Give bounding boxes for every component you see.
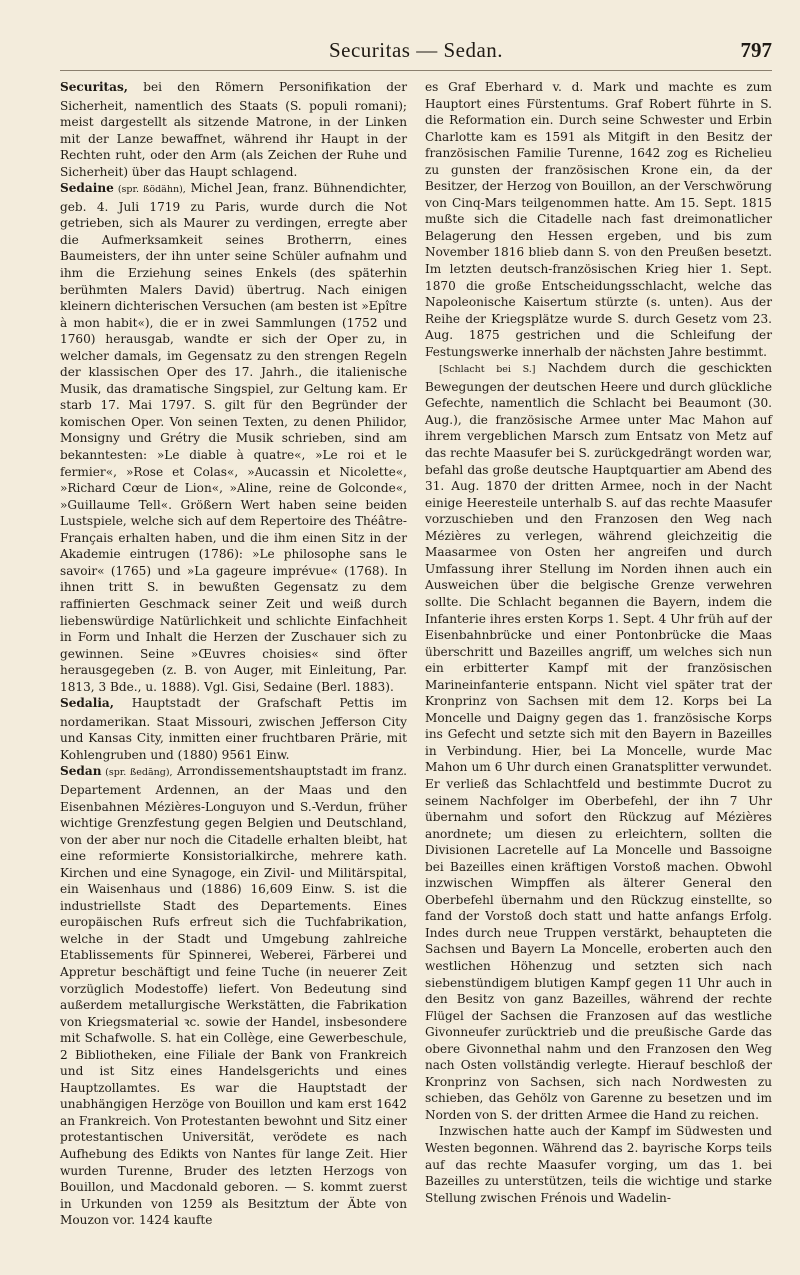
text-columns <box>60 79 772 1229</box>
entry-lemma: Sedalia, <box>60 696 114 711</box>
entry-text: Inzwischen hatte auch der Kampf im Südwesten und Westen begonnen. Während das 2. bayrische Korps teils auf das rechte Maasufer vorging, um das 1. bei Bazeilles zu unterstützen, teils die wichtige und starke Stellung zwischen Frénois und Wadelin- <box>425 1124 772 1205</box>
right-column <box>425 79 772 1229</box>
entry-text: bei den Römern Personifikation der Sicherheit, namentlich des Staats (S. populi romani); meist dargestellt als sitzende Matrone, in der Linken mit der Lanze bewaffnet, während ihr Haupt in der Rechten ruht, oder den Arm (als Zeichen der Ruhe und Sicherheit) über das Haupt schlagend. <box>60 80 407 179</box>
entry-text: Michel Jean, franz. Bühnendichter, geb. 4. Juli 1719 zu Paris, wurde durch die Not getrieben, sich als Maurer zu verdingen, erregte aber die Aufmerksamkeit seines Brotherrn, eines Baumeisters, der ihn unter seine Schüler aufnahm und ihm die Erziehung seines Enkels (des späterhin berühmten Malers David) übertrug. Nach einigen kleinern dichterischen Versuchen (am besten ist »Epître à mon habit«), die er in zwei Sammlungen (1752 und 1760) herausgab, wandte er sich der Oper zu, in welcher damals, im Gegensatz zu den strengen Regeln der klassischen Oper des 17. Jahrh., die italienische Musik, das dramatische Singspiel, zur Geltung kam. Er starb 17. Mai 1797. S. gilt für den Begründer der komischen Oper. Von seinen Texten, zu denen Philidor, Monsigny und Grétry die Musik schrieben, sind am bekanntesten: »Le diable à quatre«, »Le roi et le fermier«, »Rose et Colas«, »Aucassin et Nicolette«, »Richard Cœur de Lion«, »Aline, reine de Golconde«, »Guillaume Tell«. Größern Wert haben seine beiden Lustspiele, welche sich auf dem Repertoire des Théâtre-Français erhalten haben, und die ihm einen Sitz in der Akademie eintrugen (1786): »Le philosophe sans le savoir« (1765) und »La gageure imprévue« (1768). In ihnen tritt S. in bewußten Gegensatz zu dem raffinierten Geschmack seiner Zeit und weiß durch liebenswürdige Natürlichkeit und schlichte Einfachheit in Form und Inhalt die Herzen der Zuschauer sich zu gewinnen. Seine »Œuvres choisies« sind öfter herausgegeben (z. B. von Auger, mit Einleitung, Par. 1813, 3 Bde., u. 1888). Vgl. Gisi, Sedaine (Berl. 1883). <box>60 181 407 694</box>
entry-text: Nachdem durch die geschickten Bewegungen der deutschen Heere und durch glückliche Gefechte, namentlich die Schlacht bei Beaumont (30. Aug.), die französische Armee unter Mac Mahon auf ihrem vergeblichen Marsch zum Entsatz von Metz auf das rechte Maasufer bei S. zurückgedrängt worden war, befahl das große deutsche Hauptquartier am Abend des 31. Aug. 1870 der dritten Armee, noch in der Nacht einige Heeresteile unterhalb S. auf das rechte Maasufer vorzuschieben und den Franzosen den Weg nach Mézières zu verlegen, während gleichzeitig die Maasarmee von Osten her angreifen und durch Umfassung ihrer Stellung im Norden ihnen auch ein Ausweichen über die belgische Grenze verwehren sollte. Die Schlacht begannen die Bayern, indem die Infanterie ihres ersten Korps 1. Sept. 4 Uhr früh auf der Eisenbahnbrücke und einer Pontonbrücke die Maas überschritt und Bazeilles angriff, um welches sich nun ein erbitterter Kampf mit der französischen Marineinfanterie entspann. Nicht viel später trat der Kronprinz von Sachsen mit dem 12. Korps bei La Moncelle und Daigny gegen das 1. französische Korps ins Gefecht und setzte sich mit den Bayern in Bazeilles in Verbindung. Hier, bei La Moncelle, wurde Mac Mahon um 6 Uhr durch einen Granatsplitter verwundet. Er verließ das Schlachtfeld und bestimmte Ducrot zu seinem Nachfolger im Oberbefehl, der ihn 7 Uhr übernahm und sofort den Rückzug auf Mézières anordnete; um diesen zu erleichtern, sollten die Divisionen Lacretelle auf La Moncelle und Bassoigne bei Bazeilles einen kräftigen Vorstoß machen. Obwohl inzwischen Wimpffen als älterer General den Oberbefehl übernahm und den Rückzug einstellte, so fand der Vorstoß doch statt und hatte anfangs Erfolg. Indes durch neue Truppen verstärkt, behaupteten die Sachsen und Bayern La Moncelle, eroberten auch den westlichen Höhenzug und setzten sich nach siebenstündigem blutigen Kampf gegen 11 Uhr auch in den Besitz von ganz Bazeilles, während der rechte Flügel der Sachsen die Franzosen auf das westliche Givonneufer zurücktrieb und die preußische Garde das obere Givonnethal nahm und den Franzosen den Weg nach Osten vollständig verlegte. Hierauf beschloß der Kronprinz von Sachsen, sich nach Nordwesten zu schieben, das Gehölz von Garenne zu besetzen und im Norden von S. der dritten Armee die Hand zu reichen. <box>425 361 772 1122</box>
section-heading: [Schlacht bei S.] <box>439 364 536 376</box>
left-column <box>60 79 407 1229</box>
entry-text: Arrondissementshauptstadt im franz. Departement Ardennen, an der Maas und den Eisenbahnen Mézières-Longuyon und S.-Verdun, früher wichtige Grenzfestung gegen Belgien und Deutschland, von der aber nur noch die Citadelle erhalten bleibt, hat eine reformierte Konsistorialkirche, mehrere kath. Kirchen und eine Synagoge, ein Zivil- und Militärspital, ein Waisenhaus und (1886) 16,609 Einw. S. ist die industriellste Stadt des Departements. Eines europäischen Rufs erfreut sich die Tuchfabrikation, welche in der Stadt und Umgebung zahlreiche Etablissements für Spinnerei, Weberei, Färberei und Appretur beschäftigt und feine Tuche (in neuerer Zeit vorzüglich Modestoffe) liefert. Von Bedeutung sind außerdem metallurgische Werkstätten, die Fabrikation von Kriegsmaterial ꝛc. sowie der Handel, insbesondere mit Schafwolle. S. hat ein Collège, eine Gewerbeschule, 2 Bibliotheken, eine Filiale der Bank von Frankreich und ist Sitz eines Handelsgerichts und eines Hauptzollamtes. Es war die Hauptstadt der unabhängigen Herzöge von Bouillon und kam erst 1642 an Frankreich. Von Protestanten bewohnt und Sitz einer protestantischen Universität, verödete es nach Aufhebung des Edikts von Nantes für lange Zeit. Hier wurden Turenne, Bruder des letzten Herzogs von Bouillon, und Macdonald geboren. — S. kommt zuerst in Urkunden von 1259 als Besitztum der Äbte von Mouzon vor. 1424 kaufte <box>60 764 408 1228</box>
entry-text: es Graf Eberhard v. d. Mark und machte es zum Hauptort eines Fürstentums. Graf Robert führte in S. die Reformation ein. Durch seine Schwester und Erbin Charlotte kam es 1591 als Mitgift in den Besitz der französischen Familie Turenne, 1642 zog es Richelieu zu gunsten der französischen Krone ein, da der Besitzer, der Herzog von Bouillon, an der Verschwörung von Cinq-Mars teilgenommen hatte. Am 15. Sept. 1815 mußte sich die Citadelle nach fast dreimonatlicher Belagerung den Hessen ergeben, und bis zum November 1816 blieb dann S. von den Preußen besetzt. Im letzten deutsch-französischen Krieg hier 1. Sept. 1870 die große Entscheidungsschlacht, welche das Napoleonische Kaisertum stürzte (s. unten). Aus der Reihe der Kriegsplätze wurde S. durch Gesetz vom 23. Aug. 1875 gestrichen und die Schleifung der Festungswerke innerhalb der nächsten Jahre bestimmt. <box>425 80 772 359</box>
running-title: Securitas — Sedan. <box>328 38 504 62</box>
entry-sedan-continued <box>425 79 772 360</box>
entry-text: Hauptstadt der Grafschaft Pettis im nordamerikan. Staat Missouri, zwischen Jefferson City und Kansas City, inmitten einer fruchtbaren Prärie, mit Kohlengruben und (1880) 9561 Einw. <box>60 696 407 762</box>
entry-securitas <box>60 79 407 180</box>
entry-sedalia <box>60 695 407 763</box>
section-battle-of-sedan <box>425 360 772 1123</box>
page-header <box>60 38 772 71</box>
entry-lemma: Sedaine <box>60 181 114 196</box>
entry-sedan <box>60 763 407 1228</box>
entry-lemma: Securitas, <box>60 80 128 94</box>
entry-pronunciation: (spr. ßedāng), <box>101 767 173 779</box>
entry-lemma: Sedan <box>60 764 102 779</box>
entry-sedaine <box>60 180 407 695</box>
entry-pronunciation: (spr. ßödähn), <box>113 184 186 196</box>
section-battle-southwest <box>425 1123 772 1206</box>
page-number: 797 <box>740 38 772 62</box>
